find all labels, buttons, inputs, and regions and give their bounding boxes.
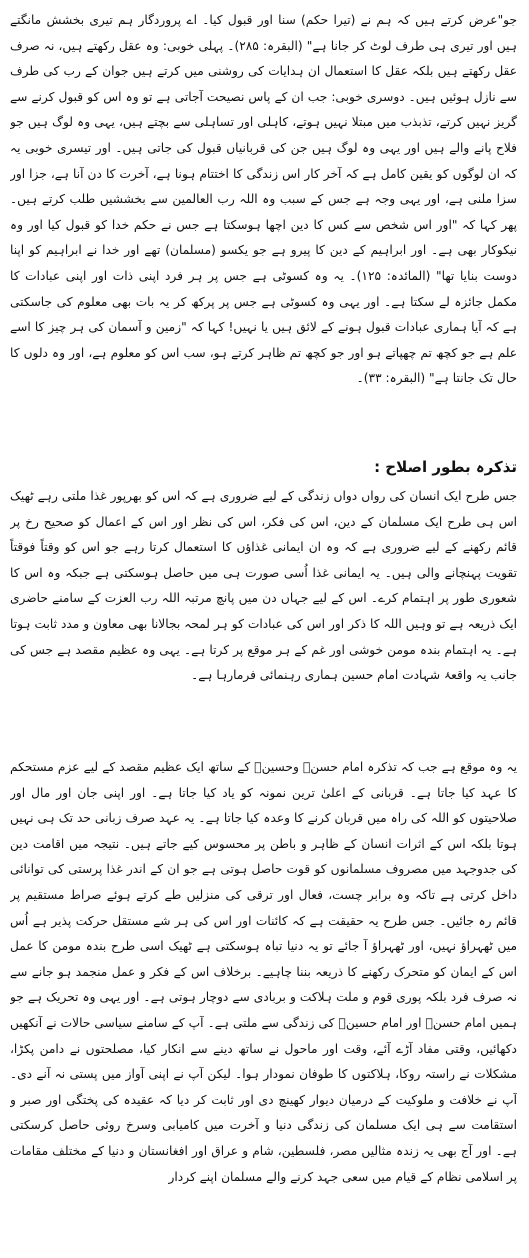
paragraph-1: جو"عرض کرتے ہیں کہ ہم نے (تیرا حکم) سنا اور قبول کیا۔ اے پروردگار ہم تیری بخشش مانگتے ہیں اور تیری ہی طرف لوٹ کر جانا ہے" (البقرہ: ۲۸۵)۔ پہلی خوبی: وہ عقل رکھتے ہیں، نہ صرف عقل رکھتے ہیں بلکہ عقل کا استعمال ان ہدایات کی روشنی میں کرتے ہیں جوان کے رب کی طرف سے نازل ہوئیں ہیں۔ دوسری خوبی: جب ان کے پاس نصیحت آجاتی ہے تو وہ اس کو قبول کرنے سے گریز نہیں کرتے، تذبذب میں مبتلا نہیں ہوتے، کاہلی اور تساہلی سے بچتے ہیں، یہی وہ لوگ ہیں جو فلاح پانے والے ہیں اور یہی وہ لوگ ہیں جن کی قربانیاں قبول کی جاتی ہیں۔ اور تیسری خوبی یہ کہ ان لوگوں کو یقین کامل ہے کہ آخر کار اس زندگی کا اختتام ہونا ہے، آخرت کا دن آنا ہے، جزا اور سزا ملنی ہے، اور یہی وجہ ہے جس کے سبب وہ اللہ رب العالمین سے بخششیں طلب کرتے ہیں۔ پھر کہا کہ "اور اس شخص سے کس کا دین اچھا ہوسکتا ہے جس نے حکم خدا کو قبول کیا اور وہ نیکوکار بھی ہے۔ اور ابراہیم کے دین کا پیرو ہے جو یکسو (مسلمان) تھے اور خدا نے ابراہیم کو اپنا دوست بنایا تھا" (المائدہ: ۱۲۵)۔ یہ وہ کسوٹی ہے جس پر ہر فرد اپنی ذات اور اپنی عبادات کا مکمل جائزہ لے سکتا ہے۔ اور یہی وہ کسوٹی ہے جس پر پرکھ کر یہ بات بھی معلوم کی جاسکتی ہے کہ آیا ہماری عبادات قبول ہونے کے لائق ہیں یا نہیں! کہا کہ "زمین و آسمان کی ہر چیز کا اسے علم ہے جو کچھ تم چھپاتے ہو اور جو کچھ تم ظاہر کرتے ہو، سب اس کو معلوم ہے، اور وہ دلوں کا حال تک جانتا ہے" (البقرہ: ۳۳)۔ <box>10 13 517 386</box>
section-heading: تذکرہ بطور اصلاح : <box>374 458 517 476</box>
paragraph-2: جس طرح ایک انسان کی رواں دواں زندگی کے لیے ضروری ہے کہ اس کو بھرپور غذا ملتی رہے ٹھیک اس ہی طرح ایک مسلمان کے دین، اس کی فکر، اس کی نظر اور اس کے اعمال کو صحیح رخ پر قائم رکھنے کے لیے ضروری ہے کہ وہ ان ایمانی غذاؤں کا استعمال کرتا رہے جو اس کو وقتاً فوقتاً تقویت پہنچانے والی ہیں۔ یہ ایمانی غذا اُسی صورت ہی میں حاصل ہوسکتی ہے جبکہ وہ اس کا شعوری طور پر اہتمام کرے۔ اس کے لیے جہاں دن میں پانچ مرتبہ اللہ رب العزت کے سامنے حاضری ایک ذریعہ ہے تو وہیں اللہ کا ذکر اور اس کی عبادات کو ہر لمحہ بجالانا بھی معاون و مدد ثابت ہوتا ہے۔ یہ اہتمام بندہ مومن خوشی اور غم کے ہر موقع پر کرتا ہے۔ یہی وہ عظیم مقصد ہے جس کی جانب یہ واقعۂ شہادت امام حسین ہماری رہنمائی فرمارہا ہے۔ <box>10 489 517 683</box>
paragraph-gap <box>10 719 517 755</box>
paragraph-3: یہ وہ موقع ہے جب کہ تذکرہ امام حسنؓ وحسینؓ کے ساتھ ایک عظیم مقصد کے لیے عزم مستحکم کا عہد کیا جاتا ہے۔ قربانی کے اعلیٰ ترین نمونہ کو یاد کیا جاتا ہے۔ اور اپنی جان اور مال اور صلاحیتوں کو اللہ کی راہ میں قربان کرنے کا وعدہ کیا جاتا ہے۔ یہ عہد صرف زبانی حد تک ہی نہیں ہوتا بلکہ اس کے اثرات انسان کے ظاہر و باطن پر محسوس کیے جاتے ہیں۔ نتیجہ میں اقامت دین کی جدوجہد میں مصروف مسلمانوں کو قوت حاصل ہوتی ہے جو ان کے اندر غذا پرستی کی توانائی داخل کرتی ہے تاکہ وہ برابر چست، فعال اور ترقی کی منزلیں طے کرتے ہوئے صراط مستقیم پر قائم رہ جائیں۔ جس طرح یہ حقیقت ہے کہ کائنات اور اس کی ہر شے مستقل حرکت پذیر ہے اُس میں ٹھہراؤ نہیں، اور ٹھہراؤ آ جائے تو یہ دنیا تباہ ہوسکتی ہے ٹھیک اسی طرح بندہ مومن کا عمل اس کے ایمان کو متحرک رکھنے کا ذریعہ بننا چاہیے۔ برخلاف اس کے فکر و عمل منجمد ہو جانے سے نہ صرف فرد بلکہ پوری قوم و ملت ہلاکت و بربادی سے دوچار ہوتی ہے۔ اور یہی وہ تحریک ہے جو ہمیں امام حسنؓ اور امام حسینؓ کی زندگی سے ملتی ہے۔ آپ کے سامنے سیاسی حالات نے آنکھیں دکھائیں، وقتی مفاد آڑے آئے، وقت اور ماحول نے ساتھ دینے سے انکار کیا، مصلحتوں نے دامن پکڑا، مشکلات نے راستہ روکا، ہلاکتوں کا طوفان نمودار ہوا۔ لیکن آپ نے اپنی آواز میں پستی نہ آنے دی۔ آپ نے خلافت و ملوکیت کے درمیان دیوار کھینچ دی اور ثابت کر دیا کہ عقیدہ کی پختگی اور صبر و استقامت سے ہی ایک مسلمان کی زندگی دنیا و آخرت میں کامیابی وسرخ روئی حاصل کرسکتی ہے۔ اور آج بھی یہ زندہ مثالیں مصر، فلسطین، شام و عراق اور افغانستان و دنیا کے مختلف مقامات پر اسلامی نظام کے قیام میں سعی جہد کرنے والے مسلمان اپنے کردار <box>10 760 517 1184</box>
